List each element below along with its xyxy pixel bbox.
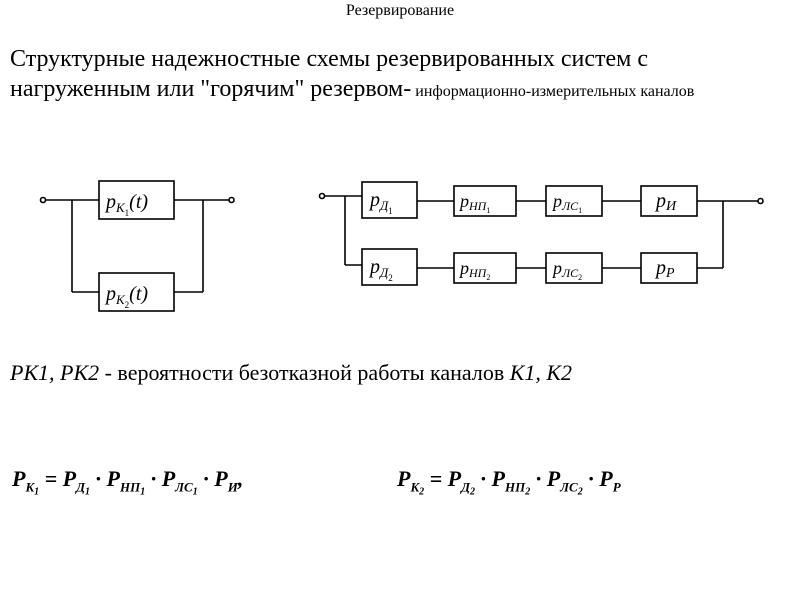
label-pk2: $p_{K2}(t)$ — [106, 283, 149, 310]
f2-term1-subsub: 2 — [470, 486, 475, 498]
title-main: Структурные надежностные схемы резервированных систем с нагруженным или "горячим" резервом- — [10, 46, 649, 102]
f2-term1-sub: Д — [461, 479, 470, 495]
label-pk1: $p_{K1}(t)$ — [106, 191, 149, 218]
f2-term2-subsub: 2 — [525, 486, 531, 498]
f1-term1-subsub: 1 — [85, 486, 90, 498]
f1-trail: , — [237, 466, 244, 491]
f2-term4-sub: Р — [612, 479, 621, 495]
formula-k1: $P_{K_1} = P_{Д_1} \cdot P_{НП_1} \cdot P_{ЛС_1} \cdot P_И$, — [12, 466, 244, 498]
legend-text — [10, 360, 790, 386]
f1-lhs-subsub: 1 — [34, 486, 40, 498]
f1-term4-sub: И — [227, 479, 238, 495]
f1-term2-sub: НП — [119, 479, 141, 495]
title-tail: информационно-измерительных каналов — [411, 83, 695, 100]
label-pd1: $p_{Д1}$ — [370, 189, 393, 216]
f2-lhs-sub: K — [410, 479, 420, 495]
f1-term3-subsub: 1 — [192, 486, 198, 498]
label-pnp1: pНП1 — [460, 191, 491, 215]
label-pls2: pЛС2 — [553, 258, 583, 282]
f2-term3-sub: ЛС — [560, 479, 578, 495]
f2-term3-subsub: 2 — [577, 486, 583, 498]
legend-vars: РК1, РК2 — [10, 360, 100, 385]
f2-term2-sub: НП — [504, 479, 526, 495]
f1-term2-subsub: 1 — [140, 486, 146, 498]
f1-term3-sub: ЛС — [175, 479, 193, 495]
label-pls1: pЛС1 — [553, 191, 583, 215]
f1-term1-sub: Д — [76, 479, 85, 495]
label-pnp2: pНП2 — [460, 258, 491, 282]
formula-k2: $P_{K_2} = P_{Д_2} \cdot P_{НП_2} \cdot P_{ЛС_2} \cdot P_Р$ — [397, 466, 621, 498]
legend-desc: - вероятности безотказной работы каналов — [99, 360, 510, 385]
f1-lhs-sub: K — [25, 479, 35, 495]
legend-channels: К1, К2 — [509, 360, 572, 385]
page-header: Резервирование — [345, 2, 455, 19]
label-pi: pИ — [656, 190, 677, 214]
label-pr: pР — [656, 257, 675, 281]
f2-lhs-subsub: 2 — [419, 486, 425, 498]
label-pd2: $p_{Д2}$ — [370, 256, 393, 283]
